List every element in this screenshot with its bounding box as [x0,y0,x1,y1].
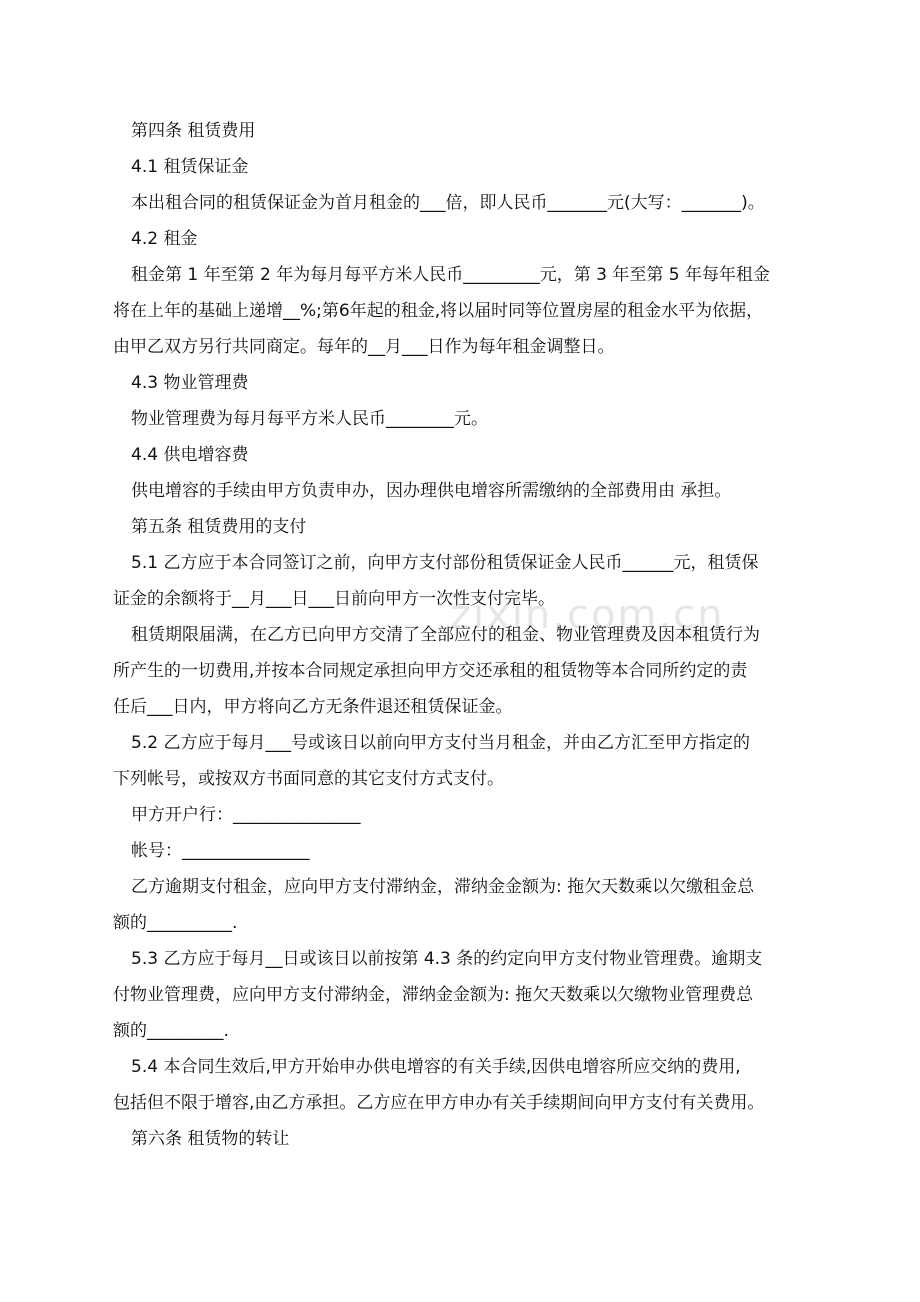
paragraph-line: 任后___日内，甲方将向乙方无条件退还租赁保证金。 [113,697,513,717]
paragraph-line: 本出租合同的租赁保证金为首月租金的___倍，即人民币_______元(大写：_______)。 [131,193,765,213]
section-heading-5: 第五条 租赁费用的支付 [131,517,307,537]
paragraph-line: 由甲乙双方另行共同商定。每年的__月___日作为每年租金调整日。 [113,337,615,357]
clause-4-4-heading: 4.4 供电增容费 [131,445,249,465]
paragraph-line: 5.3 乙方应于每月__日或该日以前按第 4.3 条的约定向甲方支付物业管理费。逾期支 [131,949,763,969]
account-number-field: 帐号：_______________ [131,841,310,861]
paragraph-line: 5.2 乙方应于每月___号或该日以前向甲方支付当月租金，并由乙方汇至甲方指定的 [131,733,750,753]
bank-name-field: 甲方开户行：_______________ [131,805,361,825]
paragraph-line: 额的_________. [113,1021,229,1041]
paragraph-line: 付物业管理费，应向甲方支付滞纳金，滞纳金金额为: 拖欠天数乘以欠缴物业管理费总 [113,985,754,1005]
paragraph-line: 证金的余额将于__月___日___日前向甲方一次性支付完毕。 [113,589,555,609]
paragraph-line: 所产生的一切费用,并按本合同规定承担向甲方交还承租的租赁物等本合同所约定的责 [113,661,748,681]
clause-4-3-heading: 4.3 物业管理费 [131,373,249,393]
paragraph-line: 乙方逾期支付租金，应向甲方支付滞纳金，滞纳金金额为: 拖欠天数乘以欠缴租金总 [131,877,755,897]
paragraph-line: 包括但不限于增容,由乙方承担。乙方应在甲方申办有关手续期间向甲方支付有关费用。 [113,1093,765,1113]
paragraph-line: 供电增容的手续由甲方负责申办，因办理供电增容所需缴纳的全部费用由 承担。 [131,481,732,501]
paragraph-line: 下列帐号，或按双方书面同意的其它支付方式支付。 [113,769,504,789]
paragraph-line: 5.4 本合同生效后,甲方开始申办供电增容的有关手续,因供电增容所应交纳的费用, [131,1057,741,1077]
watermark: zixin.com.cn [450,592,725,638]
clause-4-1-heading: 4.1 租赁保证金 [131,157,249,177]
paragraph-line: 物业管理费为每月每平方米人民币________元。 [131,409,488,429]
section-heading-6: 第六条 租赁物的转让 [131,1129,290,1149]
paragraph-line: 租金第 1 年至第 2 年为每月每平方米人民币_________元，第 3 年至第 5 年每年租金 [131,265,770,285]
clause-4-2-heading: 4.2 租金 [131,229,198,249]
paragraph-line: 额的__________. [113,913,238,933]
paragraph-line: 将在上年的基础上递增__%;第6年起的租金,将以届时同等位置房屋的租金水平为依据， [113,301,764,321]
section-heading-4: 第四条 租赁费用 [131,121,256,141]
paragraph-line: 租赁期限届满，在乙方已向甲方交清了全部应付的租金、物业管理费及因本租赁行为 [131,625,760,645]
paragraph-line: 5.1 乙方应于本合同签订之前，向甲方支付部份租赁保证金人民币______元，租赁保 [131,553,759,573]
